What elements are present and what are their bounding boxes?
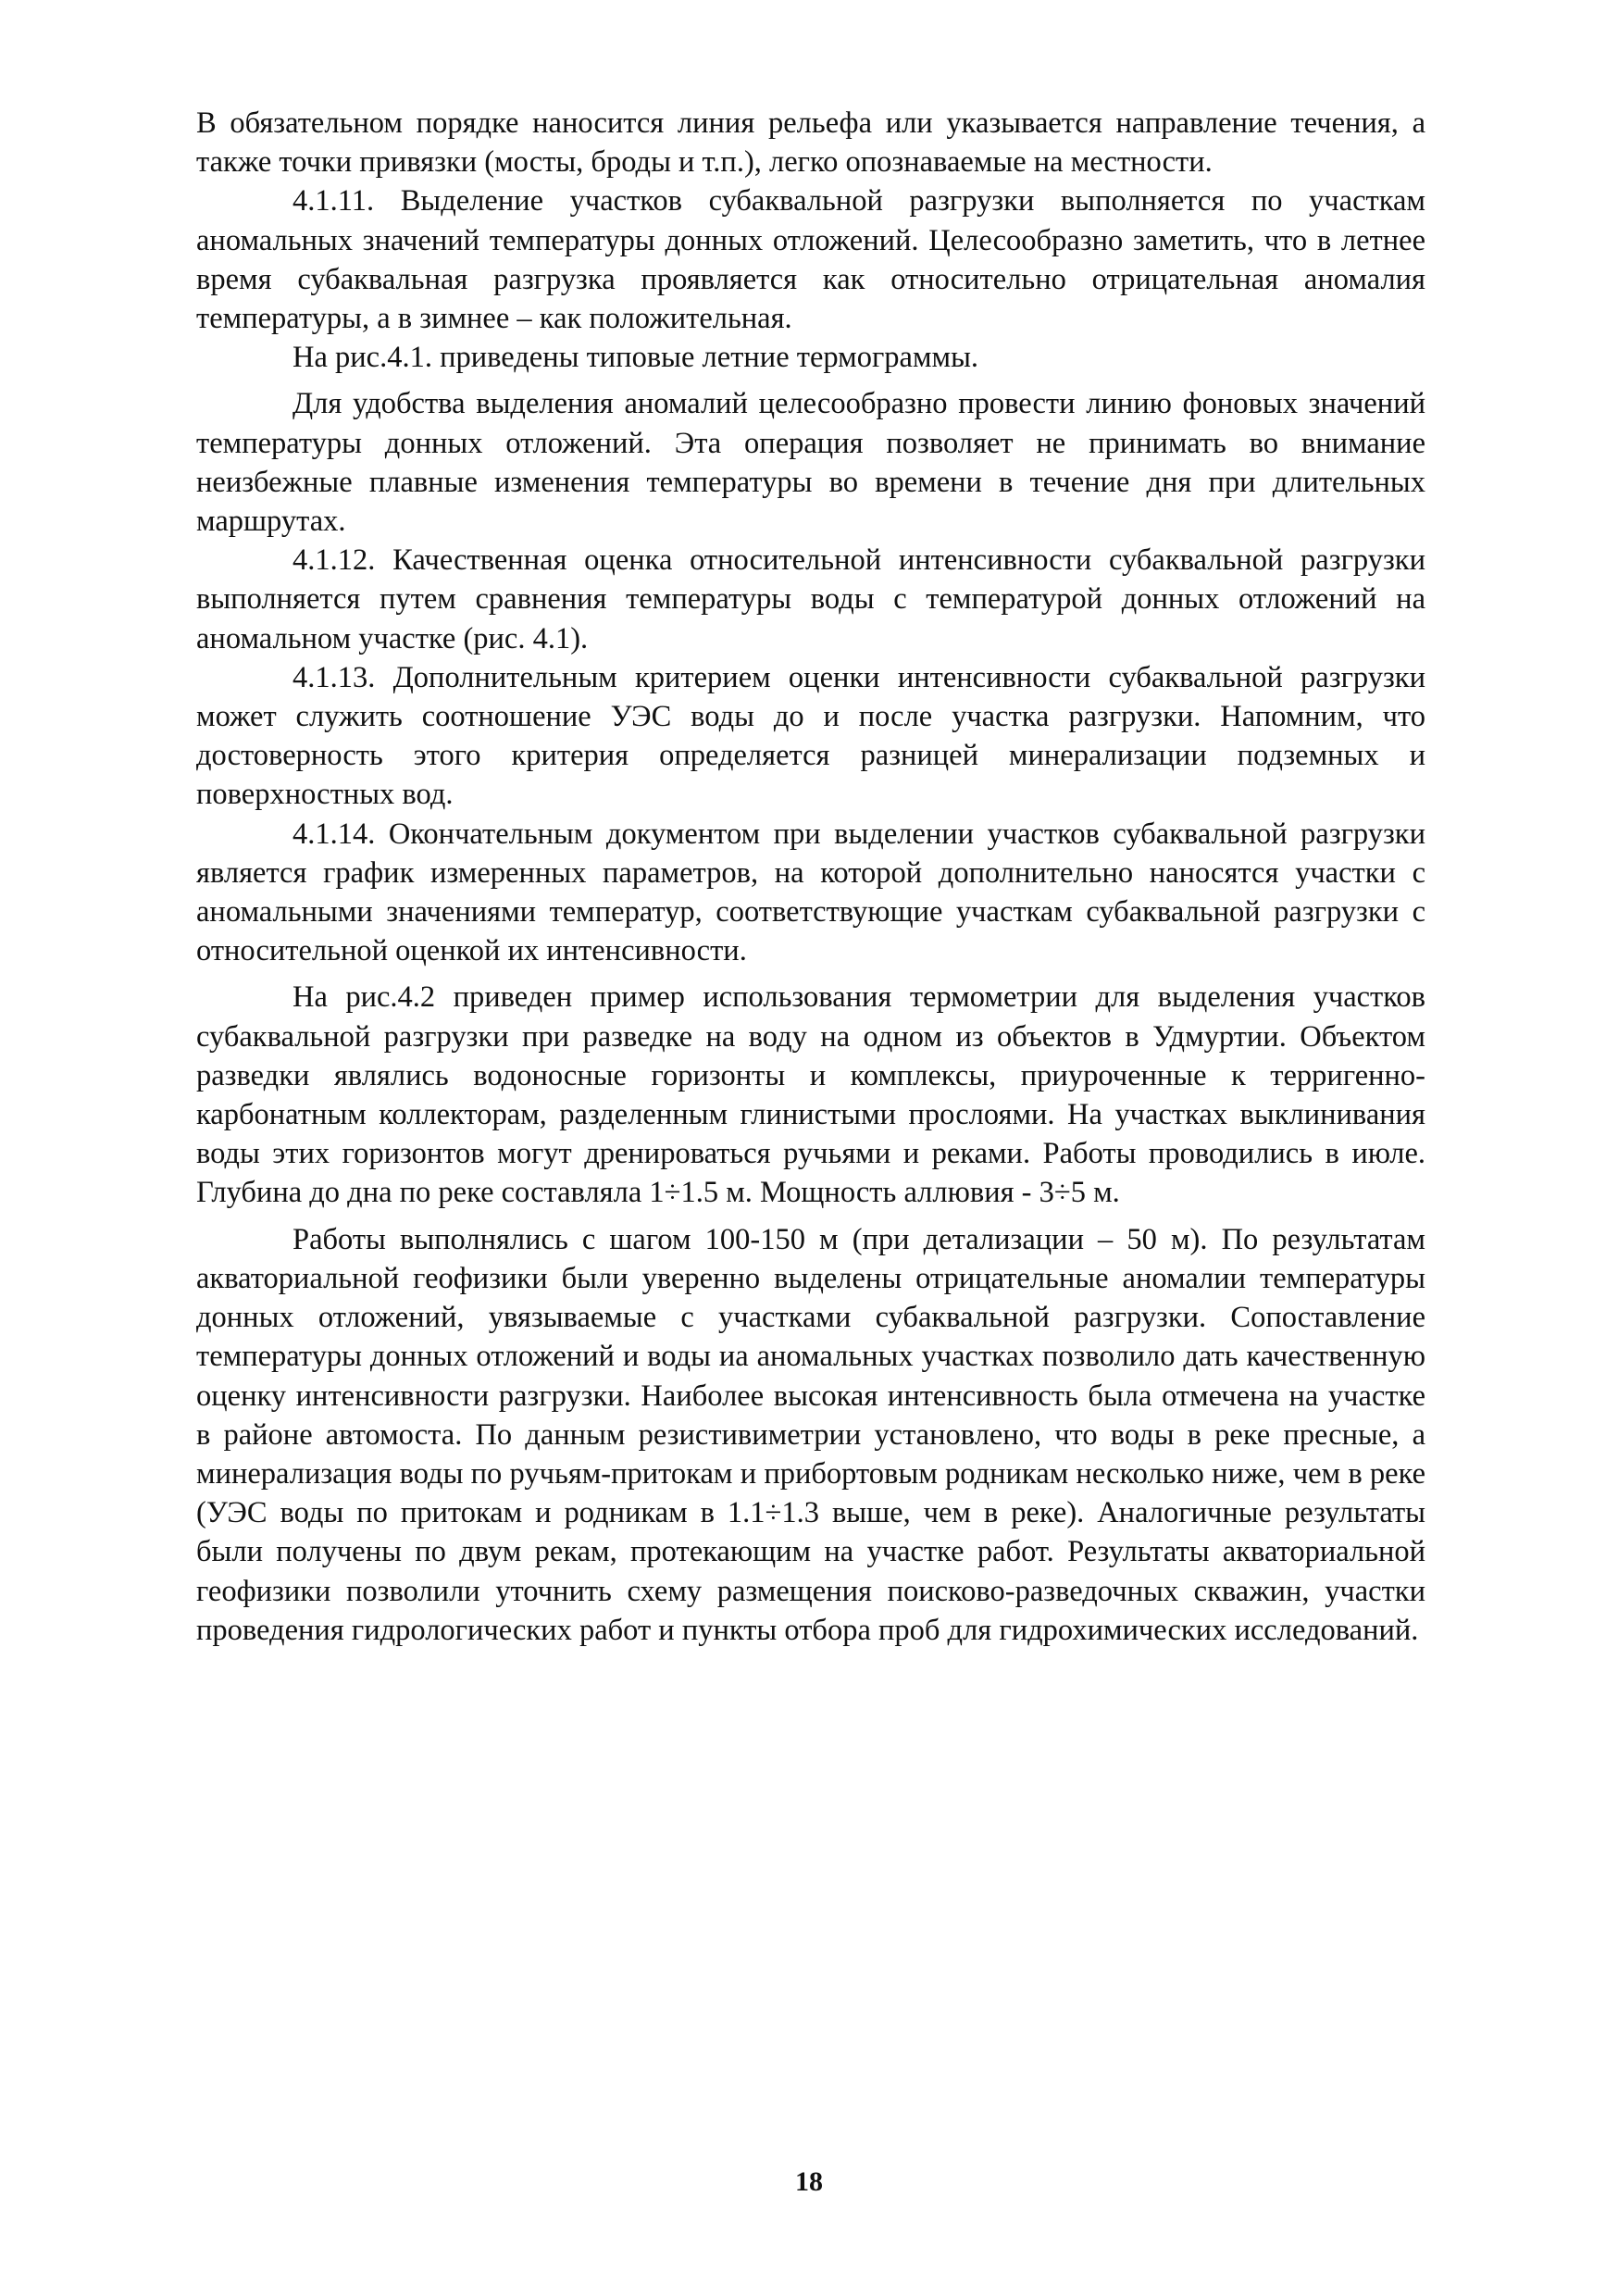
page-number: 18 [795, 2166, 823, 2197]
paragraph: На рис.4.1. приведены типовые летние термограммы. [292, 341, 979, 375]
paragraph-section-4-1-12: 4.1.12. Качественная оценка относительной интенсивности субаквальной разгрузки выполняется путем сравнения температуры воды с температурой донных отложений на аномальном участке (рис. 4.1). [196, 543, 1425, 655]
paragraph: Для удобства выделения аномалий целесообразно провести линию фоновых значений температуры донных отложений. Эта операция позволяет не принимать во внимание неизбежные плавные изменения температуры во времени в течение дня при длительных маршрутах. [196, 387, 1425, 539]
paragraph: Работы выполнялись с шагом 100-150 м (при детализации – 50 м). По результатам акваториальной геофизики были уверенно выделены отрицательные аномалии температуры донных отложений, увязываемые с участками субаквальной разгрузки. Сопоставление температуры донных отложений и воды иа аномальных участках позволило дать качественную оценку интенсивности разгрузки. Наиболее высокая интенсивность была отмечена на участке в районе автомоста. По данным резистивиметрии установлено, что воды в реке пресные, а минерализация воды по ручьям-притокам и прибортовым родникам несколько ниже, чем в реке (УЭС воды по притокам и родникам в 1.1÷1.3 выше, чем в реке). Аналогичные результаты были получены по двум рекам, протекающим на участке работ. Результаты акваториальной геофизики позволили уточнить схему размещения поисково-разведочных скважин, участки проведения гидрологических работ и пункты отбора проб для гидрохимических исследований. [196, 1222, 1425, 1647]
paragraph-section-4-1-11: 4.1.11. Выделение участков субаквальной разгрузки выполняется по участкам аномальных значений температуры донных отложений. Целесообразно заметить, что в летнее время субаквальная разгрузка проявляется как относительно отрицательная аномалия температуры, а в зимнее – как положительная. [196, 184, 1425, 336]
paragraph: В обязательном порядке наносится линия рельефа или указывается направление течения, а также точки привязки (мосты, броды и т.п.), легко опознаваемые на местности. [196, 106, 1425, 180]
paragraph: На рис.4.2 приведен пример использования термометрии для выделения участков субаквальной разгрузки при разведке на воду на одном из объектов в Удмуртии. Объектом разведки являлись водоносные горизонты и комплексы, приуроченные к терригенно-карбонатным коллекторам, разделенным глинистыми прослоями. На участках выклинивания воды этих горизонтов могут дренироваться ручьями и реками. Работы проводились в июле. Глубина до дна по реке составляла 1÷1.5 м. Мощность аллювия - 3÷5 м. [196, 980, 1425, 1210]
paragraph-section-4-1-14: 4.1.14. Окончательным документом при выделении участков субаквальной разгрузки является график измеренных параметров, на которой дополнительно наносятся участки с аномальными значениями температур, соответствующие участкам субаквальной разгрузки с относительной оценкой их интенсивности. [196, 817, 1425, 968]
paragraph-section-4-1-13: 4.1.13. Дополнительным критерием оценки интенсивности субаквальной разгрузки может служить соотношение УЭС воды до и после участка разгрузки. Напомним, что достоверность этого критерия определяется разницей минерализации подземных и поверхностных вод. [196, 660, 1425, 812]
document-body [196, 104, 1425, 1650]
